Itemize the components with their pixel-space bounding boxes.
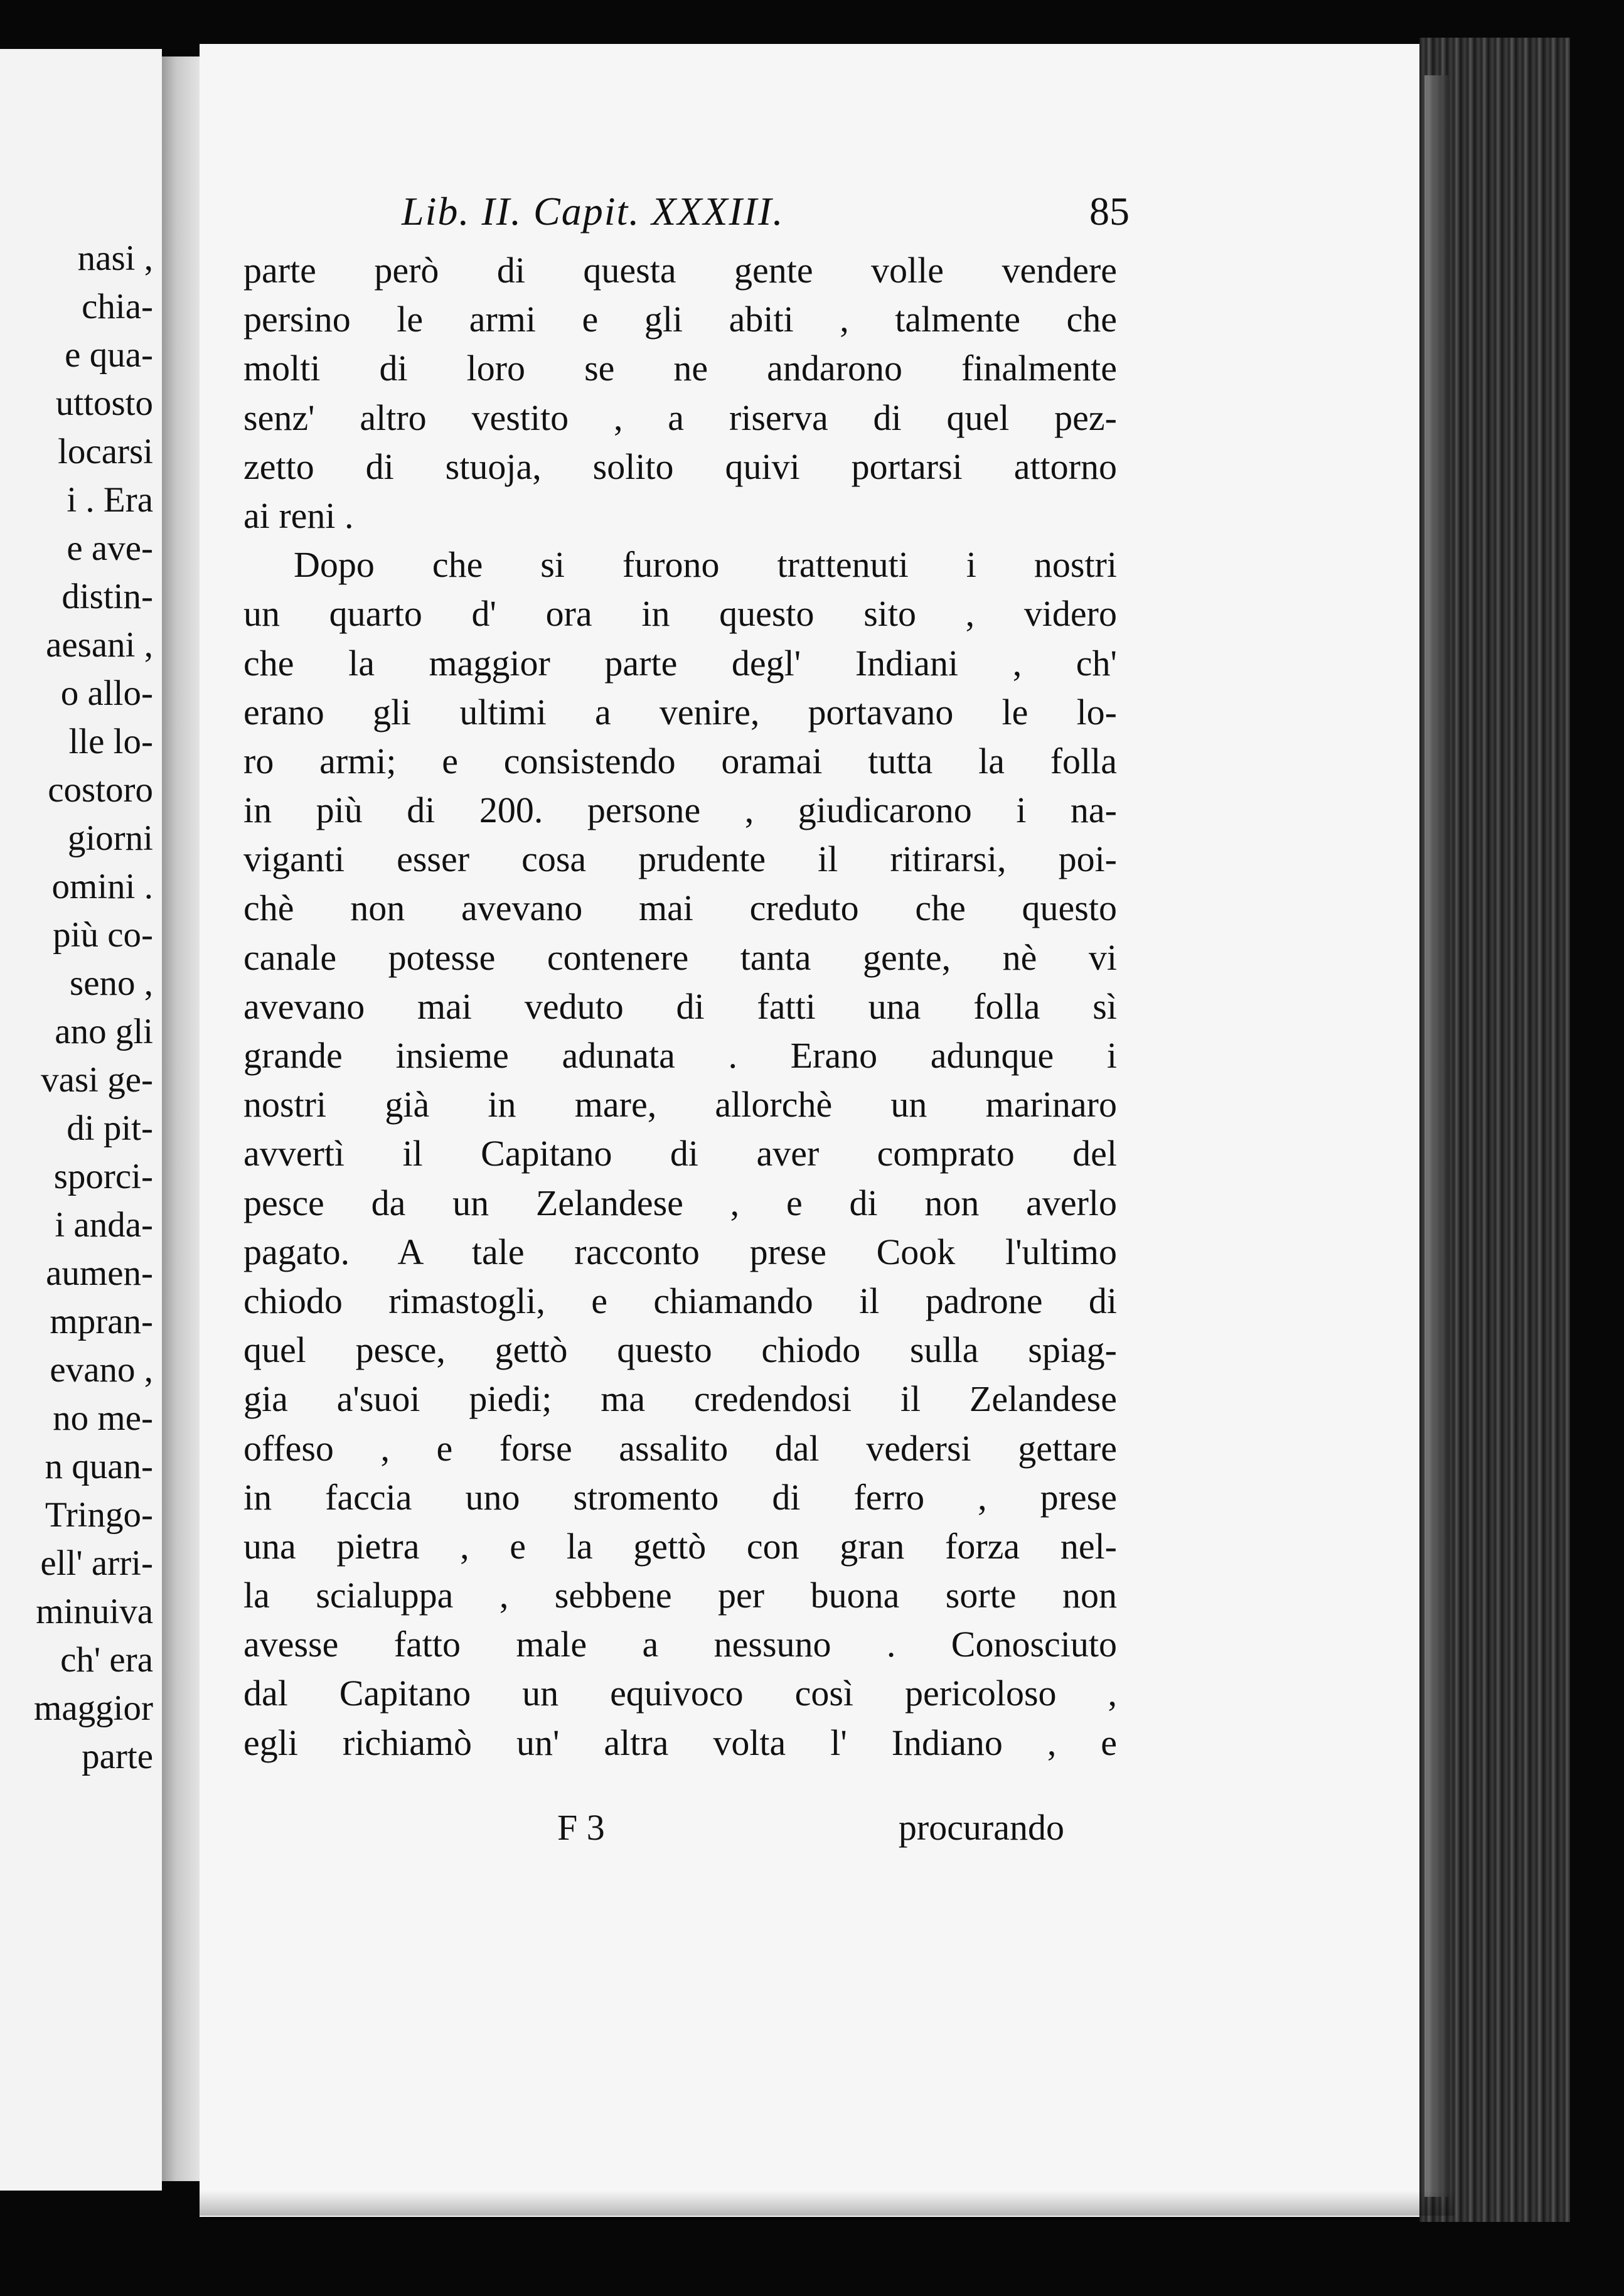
body-line: nostri già in mare, allorchè un marinaro xyxy=(243,1084,1117,1125)
facing-page-text xyxy=(34,234,153,1781)
facing-page-line: o allo- xyxy=(60,673,153,713)
facing-page-line: ano gli xyxy=(55,1012,153,1051)
facing-page-line: chia- xyxy=(82,287,153,326)
running-head-title: Lib. II. Capit. XXXIII. xyxy=(402,189,784,233)
facing-page-line: costoro xyxy=(48,770,153,810)
facing-page-line: uttosto xyxy=(55,384,153,423)
page-number: 85 xyxy=(1089,189,1130,233)
body-line: avvertì il Capitano di aver comprato del xyxy=(243,1133,1117,1174)
facing-page-line: lle lo- xyxy=(68,722,153,761)
body-line: offeso , e forse assalito dal vedersi gettare xyxy=(243,1427,1117,1469)
facing-page-left xyxy=(0,49,162,2191)
running-head xyxy=(402,188,1130,239)
body-line: chiodo rimastogli, e chiamando il padrone di xyxy=(243,1280,1117,1321)
facing-page-line: aumen- xyxy=(46,1253,153,1293)
facing-page-line: mpran- xyxy=(50,1302,153,1341)
body-line: pagato. A tale racconto prese Cook l'ultimo xyxy=(243,1231,1117,1272)
facing-page-line: nasi , xyxy=(77,239,153,278)
body-line: la scialuppa , sebbene per buona sorte non xyxy=(243,1575,1117,1616)
facing-page-line: e qua- xyxy=(65,335,153,375)
page-edge-highlight xyxy=(1424,75,1450,2197)
facing-page-line: i anda- xyxy=(55,1205,153,1245)
facing-page-line: evano , xyxy=(50,1350,153,1390)
body-line: in più di 200. persone , giudicarono i na- xyxy=(243,790,1117,831)
facing-page-line: aesani , xyxy=(46,625,153,665)
body-line: zetto di stuoja, solito quivi portarsi attorno xyxy=(243,446,1117,487)
body-text xyxy=(243,246,1117,1768)
facing-page-line: maggior xyxy=(34,1688,153,1728)
facing-page-line: omini . xyxy=(51,867,153,906)
catchword: procurando xyxy=(898,1807,1064,1848)
body-line: quel pesce, gettò questo chiodo sulla spiag- xyxy=(243,1329,1117,1371)
body-line: parte però di questa gente volle vendere xyxy=(243,250,1117,291)
facing-page-line: vasi ge- xyxy=(41,1060,153,1100)
body-line: dal Capitano un equivoco così pericoloso , xyxy=(243,1673,1117,1714)
facing-page-line: Tringo- xyxy=(45,1495,153,1535)
facing-page-line: più co- xyxy=(53,915,153,955)
facing-page-line: ell' arri- xyxy=(40,1543,153,1583)
body-line: avevano mai veduto di fatti una folla sì xyxy=(243,985,1117,1027)
body-line: egli richiamò un' altra volta l' Indiano , e xyxy=(243,1722,1117,1763)
body-line: una pietra , e la gettò con gran forza nel- xyxy=(243,1525,1117,1567)
facing-page-line: n quan- xyxy=(45,1447,153,1486)
page-bottom-shadow xyxy=(200,2191,1455,2216)
facing-page-line: e ave- xyxy=(67,528,153,568)
facing-page-line: giorni xyxy=(67,818,153,858)
facing-page-line: no me- xyxy=(53,1398,153,1438)
body-line: pesce da un Zelandese , e di non averlo xyxy=(243,1182,1117,1223)
facing-page-line: di pit- xyxy=(67,1108,153,1148)
body-line: canale potesse contenere tanta gente, nè vi xyxy=(243,936,1117,978)
body-line: chè non avevano mai creduto che questo xyxy=(243,888,1117,929)
body-line: un quarto d' ora in questo sito , videro xyxy=(243,593,1117,635)
facing-page-line: ch' era xyxy=(60,1640,153,1680)
page-footer xyxy=(243,1806,1117,1857)
body-line: grande insieme adunata . Erano adunque i xyxy=(243,1035,1117,1076)
signature-mark: F 3 xyxy=(557,1807,605,1848)
facing-page-line: seno , xyxy=(70,963,153,1003)
facing-page-line: sporci- xyxy=(53,1157,153,1196)
body-line: viganti esser cosa prudente il ritirarsi, poi- xyxy=(243,839,1117,880)
facing-page-line: minuiva xyxy=(36,1592,153,1631)
body-line: persino le armi e gli abiti , talmente che xyxy=(243,299,1117,340)
facing-page-line: parte xyxy=(82,1737,153,1776)
body-line: Dopo che si furono trattenuti i nostri xyxy=(294,544,1117,586)
body-line: gia a'suoi piedi; ma credendosi il Zelandese xyxy=(243,1378,1117,1420)
body-line: molti di loro se ne andarono finalmente xyxy=(243,348,1117,389)
body-line: in faccia uno stromento di ferro , prese xyxy=(243,1476,1117,1518)
body-line: ai reni . xyxy=(243,495,354,536)
facing-page-line: distin- xyxy=(61,577,153,616)
body-line: che la maggior parte degl' Indiani , ch' xyxy=(243,642,1117,684)
book-gutter xyxy=(162,56,202,2181)
facing-page-line: locarsi xyxy=(58,432,153,471)
body-line: ro armi; e consistendo oramai tutta la folla xyxy=(243,740,1117,781)
facing-page-line: i . Era xyxy=(67,480,153,520)
body-line: senz' altro vestito , a riserva di quel pez- xyxy=(243,397,1117,438)
body-line: avesse fatto male a nessuno . Conosciuto xyxy=(243,1624,1117,1665)
body-line: erano gli ultimi a venire, portavano le lo- xyxy=(243,691,1117,732)
